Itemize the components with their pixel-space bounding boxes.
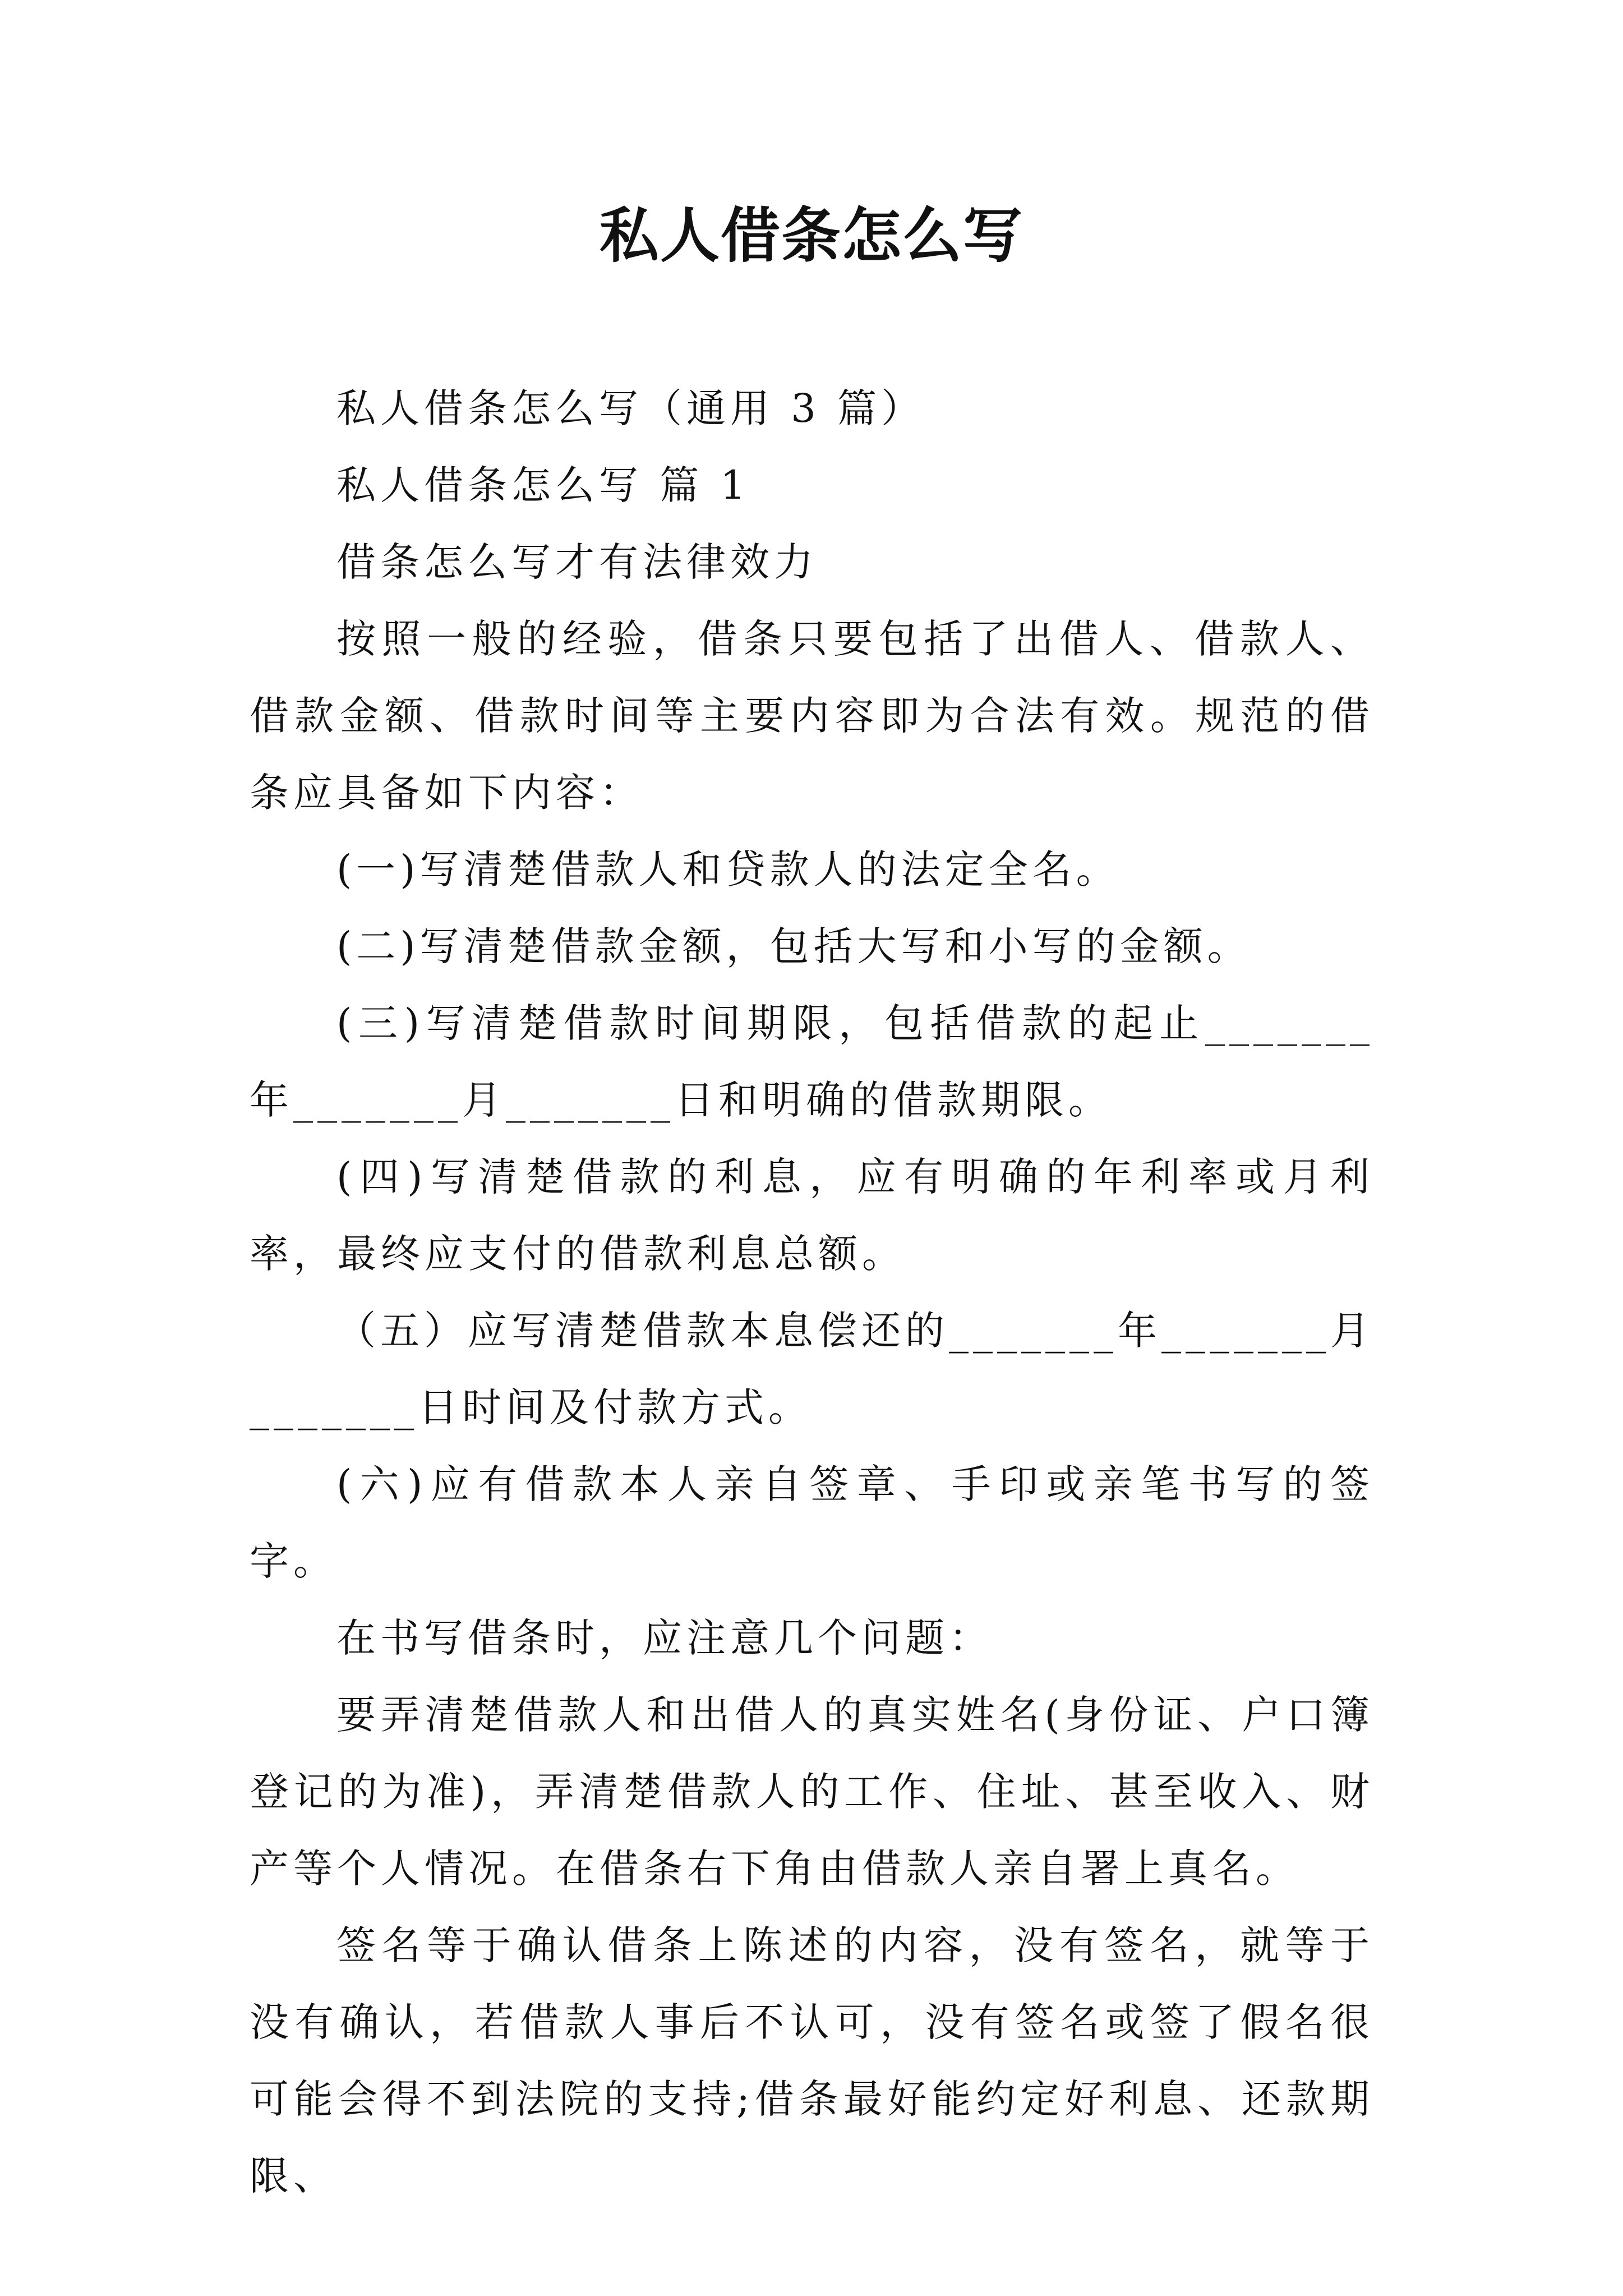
paragraph-subtitle: 私人借条怎么写（通用 3 篇） bbox=[336, 385, 925, 431]
paragraph-item-3: (三)写清楚借款时间期限，包括借款的起止_______年_______月_______日和明确的借款期限。 bbox=[250, 1000, 1374, 1123]
paragraph-topic-heading: 借条怎么写才有法律效力 bbox=[336, 539, 818, 585]
paragraph-item-2: (二)写清楚借款金额，包括大写和小写的金额。 bbox=[336, 923, 1251, 969]
paragraph-item-5: （五）应写清楚借款本息偿还的_______年_______月_______日时间及付款方式。 bbox=[250, 1308, 1374, 1430]
paragraph-intro: 按照一般的经验，借条只要包括了出借人、借款人、借款金额、借款时间等主要内容即为合法有效。规范的借条应具备如下内容： bbox=[250, 616, 1374, 816]
paragraph-item-6: (六)应有借款本人亲自签章、手印或亲笔书写的签字。 bbox=[250, 1461, 1374, 1584]
paragraph-note-names: 要弄清楚借款人和出借人的真实姓名(身份证、户口簿登记的为准)，弄清楚借款人的工作、住址、甚至收入、财产等个人情况。在借条右下角由借款人亲自署上真名。 bbox=[250, 1692, 1374, 1892]
paragraph-note-signature: 签名等于确认借条上陈述的内容，没有签名，就等于没有确认，若借款人事后不认可，没有签名或签了假名很可能会得不到法院的支持;借条最好能约定好利息、还款期限、 bbox=[250, 1922, 1374, 2199]
document-title: 私人借条怎么写 bbox=[600, 200, 1023, 270]
document-body bbox=[250, 370, 1374, 2215]
paragraph-item-4: (四)写清楚借款的利息，应有明确的年利率或月利率，最终应支付的借款利息总额。 bbox=[250, 1154, 1374, 1277]
paragraph-item-1: (一)写清楚借款人和贷款人的法定全名。 bbox=[336, 846, 1120, 892]
paragraph-notes-heading: 在书写借条时，应注意几个问题： bbox=[336, 1615, 993, 1661]
paragraph-section-heading: 私人借条怎么写 篇 1 bbox=[336, 462, 750, 508]
